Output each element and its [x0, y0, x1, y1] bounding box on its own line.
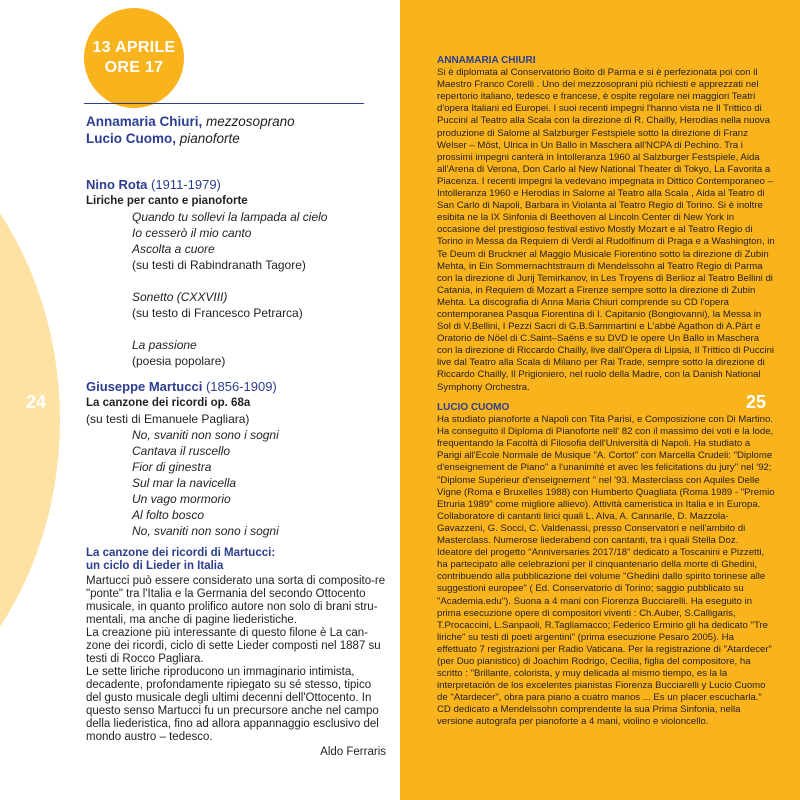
performer-name: Annamaria Chiuri, — [86, 114, 203, 129]
composer-heading — [86, 177, 386, 193]
performer-role: mezzosoprano — [206, 114, 295, 129]
composer-name: Nino Rota — [86, 177, 148, 192]
page-number-right: 25 — [746, 392, 767, 412]
bio-text: Ha studiato pianoforte a Napoli con Tita Parisi, e Composizione con Di Martino. Ha conseguito il Diploma di Pianoforte nell' 82 con il massimo dei voti e la lode, frequentando la Facoltà di Filosofia dell'Università di Napoli. Ha studiato a Parigi all'Ecole Normale de Musique "A. Cortot" con Marcella Crudeli: "Diplome d'enseignement de Piano" a l'unanimité et avec les felicitations du jury" nel '92; "Diplome Supérieur d'enseignement " nel '93. Masterclass con Aquiles Delle Vigne (Roma e Bruxelles 1988) con Humberto Quagliata (Roma 1989 - "Premio Etruria 1989" come migliore allievo). Attività cameristica in Italia e in Europa. Collaboratore di cantanti lirici quali L. Alva, A. Cannarile, D. Mazzola-Gavazzeni, G. Socci, C. Valdenassi, presso Conservatori e nell'ambito di Masterclass. Numerose liederabend con cantanti, tra i quali Stella Doz. Ideatore del progetto "Anniversaries 2017/18" dedicato a Toscanini e Pizzetti, ha partecipato alle celebrazioni per il cinquantenario della morte di Ghedini, contribuendo alla pubblicazione del volume "Ghedini dallo spirito torinese alle suggestioni europee" ( Ed. Conservatorio di Torino; saggio pubblicato su "Academia.edu"). Suona a 4 mani con Fiorenza Bucciarelli. Ha eseguito in prima esecuzione opere di compositori viventi : Ch.Auber, S.Calligaris, T.Procaccini, L.Sanpaoli, R.Tagliamacco; Federico Ermirio gli ha dedicato "Tre liriche" su testi di poeti argentini" (prima esecuzione Pesaro 2005). Ha effettuato 7 registrazioni per Radio Vaticana. Per la registrazione di "Atardecer" (per Duo pianistico) di Joachim Rodrigo, Cecilia, figlia del compositore, ha scritto : "Brillante, colorista, y muy delicada al mismo tiempo, es la la interpretación de los excelentes pianistas Fiorenza Bucciarelli y Lucio Cuomo de "Atardecer", obra para piano a cuatro manos ... Es un placer escucharla." CD dedicato a Mendelssohn comprendente la sua Prima Sinfonia, nella versione autografa per pianoforte a 4 mani, violino e violoncello. — [437, 414, 775, 728]
text-source: (su testi di Emanuele Pagliara) — [86, 412, 250, 426]
bio-chiuri — [437, 55, 775, 394]
work-title: La canzone dei ricordi op. 68a — [86, 397, 251, 409]
essay-paragraph: La creazione più interessante di questo filone è La can-zone dei ricordi, ciclo di sette Lieder composti nel 1887 su testi di Rocco Pagliara. — [86, 627, 381, 665]
song-title: Fior di ginestra — [132, 460, 212, 474]
bio-title: LUCIO CUOMO — [437, 402, 510, 413]
song-title: Sul mar la navicella — [132, 476, 237, 490]
essay-paragraph: Le sette liriche riproducono un immaginario intimista, decadente, profondamente ripiegato su sé stesso, tipico del gusto musicale degli ultimi decenni dell'Ottocento. In questo senso Martucci fu un precursore anche nel campo della liederistica, fino ad allora appannaggio esclusivo del mondo austro – tedesco. — [86, 666, 379, 743]
date-badge — [84, 8, 184, 108]
composer-dates: (1911-1979) — [151, 177, 221, 192]
performers — [86, 113, 295, 147]
performer-line — [86, 130, 295, 147]
composer-dates: (1856-1909) — [205, 379, 277, 394]
date-label: 13 APRILE — [92, 39, 176, 56]
text-source: (su testo di Francesco Petrarca) — [132, 306, 303, 320]
bio-text: Si è diplomata al Conservatorio Boito di Parma e si è perfezionata poi con il Maestro Franco Corelli . Uno dei mezzosoprani più richiesti e apprezzati nel repertorio italiano, tedesco e francese, è ospite regolare nei maggiori Teatri d'opera Italiani ed Europei. I suoi recenti impegni l'hanno vista ne Il Trittico di Puccini al Teatro alla Scala con la direzione di R. Chailly, Herodias nella nuova produzione di Salome al Salzburger Festspiele sotto la direzione di Franz Welser – Möst, Ulrica in Un Ballo in Maschera all'NCPA di Pechino. Tra i prossimi impegni canterà in Intolleranza 1960 al Salzburger Festspiele, Aida all'Arena di Verona, Don Carlo al New National Theater di Tokyo, La Favorita a Piacenza. I recenti impegni la vedevano impegnata in Dittico Contemporaneo – Intolleranza 1960 e Herodias in Salome al Teatro alla Scala , Aida al Teatro di San Carlo di Napoli, Barbara in Violanta al Teatro Regio di Torino. Si è inoltre esibita ne la IX Sinfonia di Beethoven al Lincoln Center di New York in occasione del prestigioso festival estivo Mostly Mozart e al Teatro Regio di Torino in Messa da Requiem di Verdi al Rudolfinum di Praga e a Washington, in Te Deum di Bruckner al Maggio Musicale Fiorentino sotto la direzione di Zubin Mehta, in Ein Sommernachtstraum di Mendelssohn al Teatro Regio di Parma con la direzione di Jurij Temirkanov, in Les Troyens di Berlioz al Teatro Bellini di Catania, in Requiem di Mozart a Firenze sempre sotto la direzione di Zubin Mehta. La discografia di Anna Maria Chiuri comprende su CD l'opera contemporanea Pasqua Fiorentina di I. Capitanio (Bongiovanni), la Messa in Sol di V.Bellini, I Pezzi Sacri di G.B.Sammartini e L'abbé Agathon di A.Pärt e Oratorio de Nöel di C.Saint–Saëns e su DVD le opere Un Ballo in Maschera con la direzione di Riccardo Chailly, live dall'Opera di Lipsia, Il Trittico di Puccini live dal Teatro alla Scala di Milano per Rai Trade, sempre sotto la direzione di Riccardo Chailly, Il Prigioniero, nel ruolo della Madre, con la Danish National Symphony Orchestra. — [437, 67, 775, 393]
song-title: No, svaniti non sono i sogni — [132, 524, 279, 538]
page-number-left: 24 — [26, 392, 47, 412]
bio-title: ANNAMARIA CHIURI — [437, 55, 536, 66]
text-source: (su testi di Rabindranath Tagore) — [132, 258, 306, 272]
song-title: Cantava il ruscello — [132, 444, 231, 458]
song-title: Al folto bosco — [132, 508, 205, 522]
essay-body — [86, 575, 386, 759]
performer-name: Lucio Cuomo, — [86, 131, 176, 146]
essay-title-line: un ciclo di Lieder in Italia — [86, 560, 224, 572]
essay-paragraph: Martucci può essere considerato una sorta di composito-re "ponte" tra l'Italia e la Germania del secondo Ottocento musicale, in quanto prolifico autore non solo di brani stru-mentali, ma anche di pagine liederistiche. — [86, 575, 386, 626]
work-title: Liriche per canto e pianoforte — [86, 195, 248, 207]
composer-heading — [86, 379, 386, 395]
text-source: (poesia popolare) — [132, 354, 226, 368]
bio-cuomo — [437, 402, 775, 729]
performer-line — [86, 113, 295, 130]
song-title: La passione — [132, 338, 197, 352]
song-title: No, svaniti non sono i sogni — [132, 428, 279, 442]
essay-title-line: La canzone dei ricordi di Martucci: — [86, 547, 276, 559]
song-title: Quando tu sollevi la lampada al cielo — [132, 210, 328, 224]
essay-title — [86, 547, 386, 573]
essay-signature: Aldo Ferraris — [320, 746, 386, 758]
song-title: Io cesserò il mio canto — [132, 226, 252, 240]
performer-role: pianoforte — [179, 131, 240, 146]
song-title: Ascolta a cuore — [132, 242, 215, 256]
song-title: Un vago mormorio — [132, 492, 231, 506]
divider — [84, 103, 364, 104]
time-label: ORE 17 — [104, 59, 164, 76]
program — [86, 177, 386, 759]
composer-name: Giuseppe Martucci — [86, 379, 203, 394]
song-title: Sonetto (CXXVIII) — [132, 290, 228, 304]
decorative-arc — [0, 70, 60, 770]
